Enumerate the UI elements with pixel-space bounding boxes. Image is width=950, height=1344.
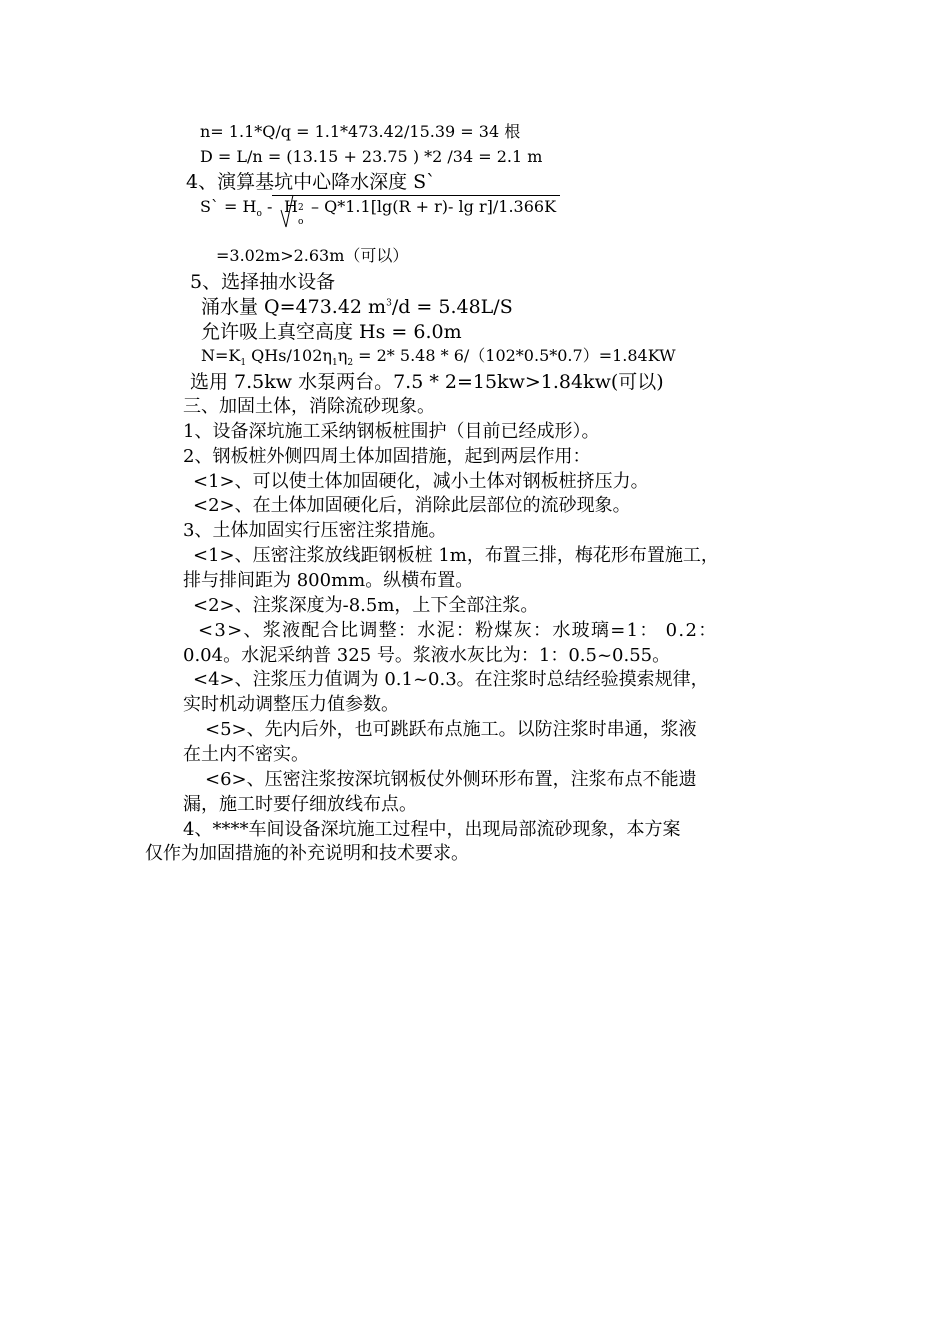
- inflow-sup: 3: [386, 298, 392, 309]
- part3-item3-sub1: <1>、压密注浆放线距钢板桩 1m，布置三排，梅花形布置施工，: [193, 545, 719, 566]
- part3-item3-sub5: <5>、先内后外，也可跳跃布点施工。以防注浆时串通，浆液: [205, 719, 697, 740]
- inflow-suffix: /d = 5.48L/S: [391, 296, 513, 318]
- part3-item3-sub4: <4>、注浆压力值调为 0.1~0.3。在注浆时总结经验摸索规律，: [193, 669, 709, 690]
- radical-overline: [272, 195, 560, 196]
- formula-lhs: S` = H: [200, 197, 257, 216]
- d-formula: D = L/n = (13.15 + 23.75 ) *2 /34 = 2.1 m: [200, 147, 543, 166]
- s-prime-formula: [200, 199, 272, 219]
- inflow-line: [201, 298, 513, 317]
- section4-heading: 4、演算基坑中心降水深度 S`: [186, 171, 436, 193]
- part3-item3-sub1-cont: 排与排间距为 800mm。纵横布置。: [183, 570, 474, 591]
- radical-content: [284, 197, 557, 227]
- formula-lhs-sub: o: [256, 209, 262, 220]
- part3-item1: 1、设备深坑施工采纳钢板桩围护（目前已经成形）。: [183, 421, 600, 442]
- root-sup: 2: [297, 203, 304, 213]
- part3-item3-sub3-cont: 0.04。水泥采纳普 325 号。浆液水灰比为：1：0.5~0.55。: [183, 645, 671, 666]
- section4-result: =3.02m>2.63m（可以）: [216, 246, 409, 265]
- root-var: H: [284, 197, 298, 216]
- part3-item3-sub5-cont: 在土内不密实。: [183, 744, 309, 765]
- part3-item4-cont: 仅作为加固措施的补充说明和技术要求。: [145, 843, 469, 864]
- power-rest: = 2* 5.48 * 6/（102*0.5*0.7）=1.84KW: [353, 346, 676, 365]
- pump-selection: 选用 7.5kw 水泵两台。7.5 * 2=15kw>1.84kw(可以): [190, 371, 664, 393]
- power-formula: [201, 348, 676, 368]
- inflow-prefix: 涌水量 Q=473.42 m: [201, 296, 387, 318]
- part3-item3-sub2: <2>、注浆深度为-8.5m，上下全部注浆。: [193, 595, 539, 616]
- root-sub: o: [297, 217, 304, 227]
- part3-item2: 2、钢板桩外侧四周土体加固措施，起到两层作用：: [183, 446, 591, 467]
- power-n: N=K: [201, 346, 241, 365]
- section5-heading: 5、选择抽水设备: [190, 271, 336, 293]
- part3-item2-sub1: <1>、可以使土体加固硬化，减小土体对钢板桩挤压力。: [193, 471, 649, 492]
- power-eta1-sub: 1: [331, 358, 338, 369]
- formula-minus: -: [261, 197, 273, 216]
- power-mid: QHs/102η: [246, 346, 332, 365]
- power-k-sub: 1: [240, 358, 247, 369]
- part3-item3-sub6-cont: 漏，施工时要仔细放线布点。: [183, 794, 417, 815]
- part3-item3-sub4-cont: 实时机动调整压力值参数。: [183, 694, 399, 715]
- part3-item3: 3、土体加固实行压密注浆措施。: [183, 520, 447, 541]
- part3-item3-sub6: <6>、压密注浆按深坑钢板仗外侧环形布置，注浆布点不能遗: [205, 769, 697, 790]
- part3-item4: 4、****车间设备深坑施工过程中，出现局部流砂现象，本方案: [183, 819, 681, 840]
- part3-item2-sub2: <2>、在土体加固硬化后，消除此层部位的流砂现象。: [193, 495, 631, 516]
- part3-title: 三、加固土体，消除流砂现象。: [183, 396, 435, 417]
- formula-rest: – Q*1.1[lg(R + r)- lg r]/1.366K: [305, 197, 557, 216]
- vacuum-line: 允许吸上真空高度 Hs = 6.0m: [201, 321, 462, 343]
- power-eta2-sub: 2: [347, 358, 354, 369]
- part3-item3-sub3: <3>、浆液配合比调整：水泥：粉煤灰：水玻璃=1： 0.2：: [198, 620, 718, 641]
- power-eta2: η: [337, 346, 348, 365]
- n-formula: n= 1.1*Q/q = 1.1*473.42/15.39 = 34 根: [200, 122, 521, 141]
